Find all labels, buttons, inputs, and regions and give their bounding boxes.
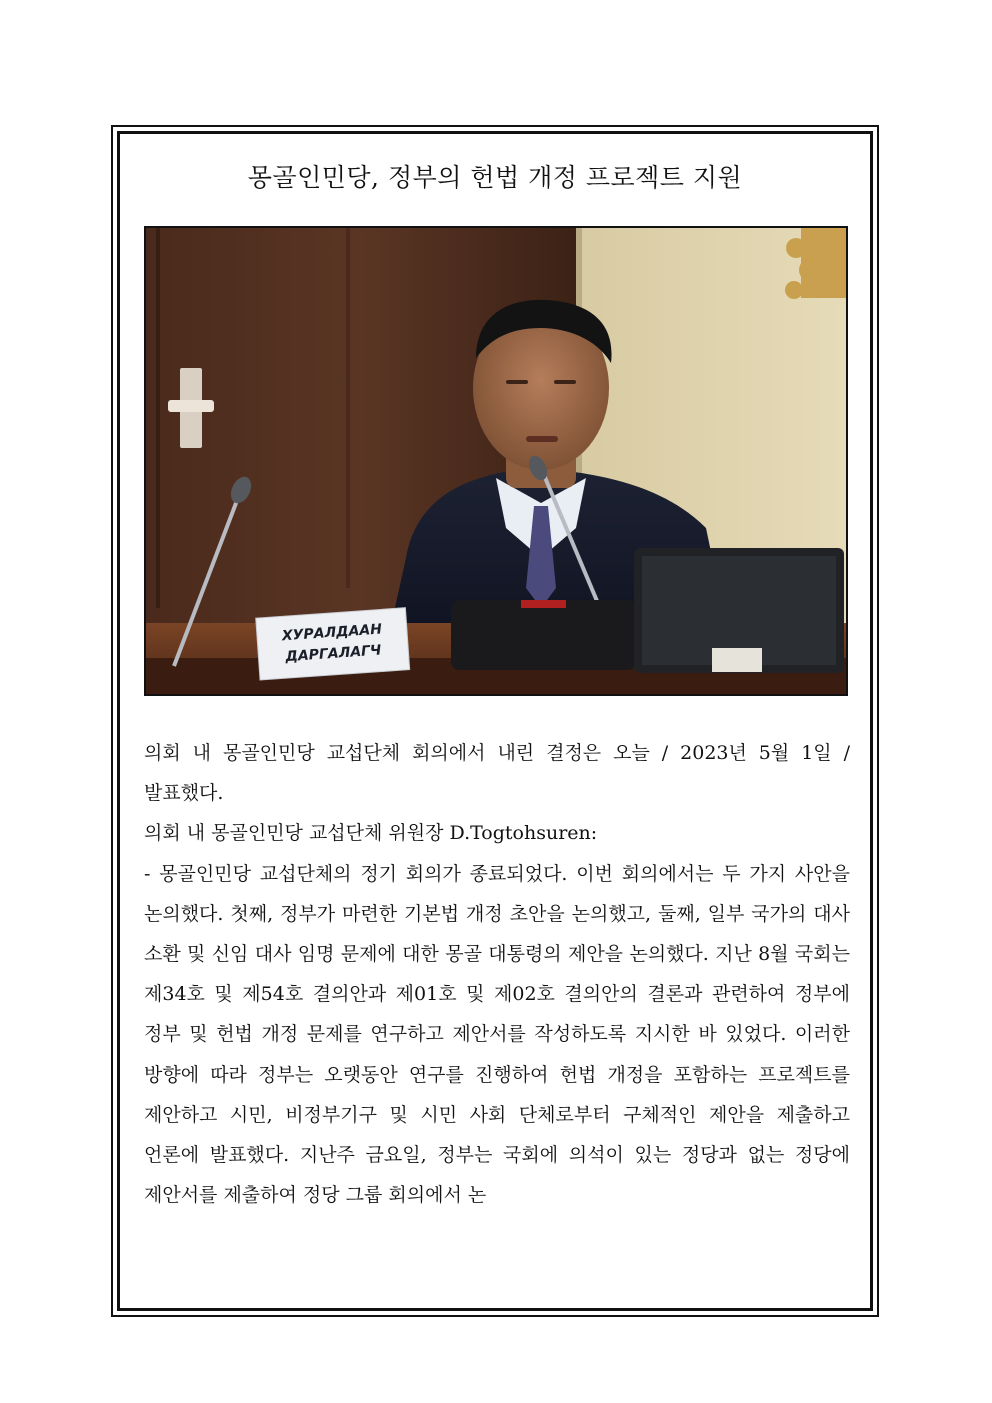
- article-photo: [144, 226, 848, 696]
- paragraph-date: 의회 내 몽골인민당 교섭단체 회의에서 내린 결정은 오늘 / 2023년 5월 1일 / 발표했다.: [144, 742, 850, 805]
- placard-line-1: ХУРАЛДААН: [281, 621, 383, 645]
- paragraph-quote: - 몽골인민당 교섭단체의 정기 회의가 종료되었다. 이번 회의에서는 두 가지 사안을 논의했다. 첫째, 정부가 마련한 기본법 개정 초안을 논의했고, 둘째, 일부 국가의 대사 소환 및 신임 대사 임명 문제에 대한 몽골 대통령의 제안을 논의했다. 지난 8월 국회는 제34호 및 제54호 결의안과 제01호 및 제02호 결의안의 결론과 관련하여 정부에 정부 및 헌법 개정 문제를 연구하고 제안서를 작성하도록 지시한 바 있었다. 이러한 방향에 따라 정부는 오랫동안 연구를 진행하여 헌법 개정을 포함하는 프로젝트를 제안하고 시민, 비정부기구 및 시민 사회 단체로부터 구체적인 제안을 제출하고 언론에 발표했다. 지난주 금요일, 정부는 국회에 의석이 있는 정당과 없는 정당에 제안서를 제출하여 정당 그룹 회의에서 논: [144, 862, 850, 1207]
- paragraph-speaker: 의회 내 몽골인민당 교섭단체 위원장 D.Togtohsuren:: [144, 822, 598, 845]
- article-body: [144, 733, 850, 1215]
- article-title: 몽골인민당, 정부의 헌법 개정 프로젝트 지원: [247, 163, 743, 192]
- placard-line-2: ДАРГАЛАГЧ: [284, 642, 382, 666]
